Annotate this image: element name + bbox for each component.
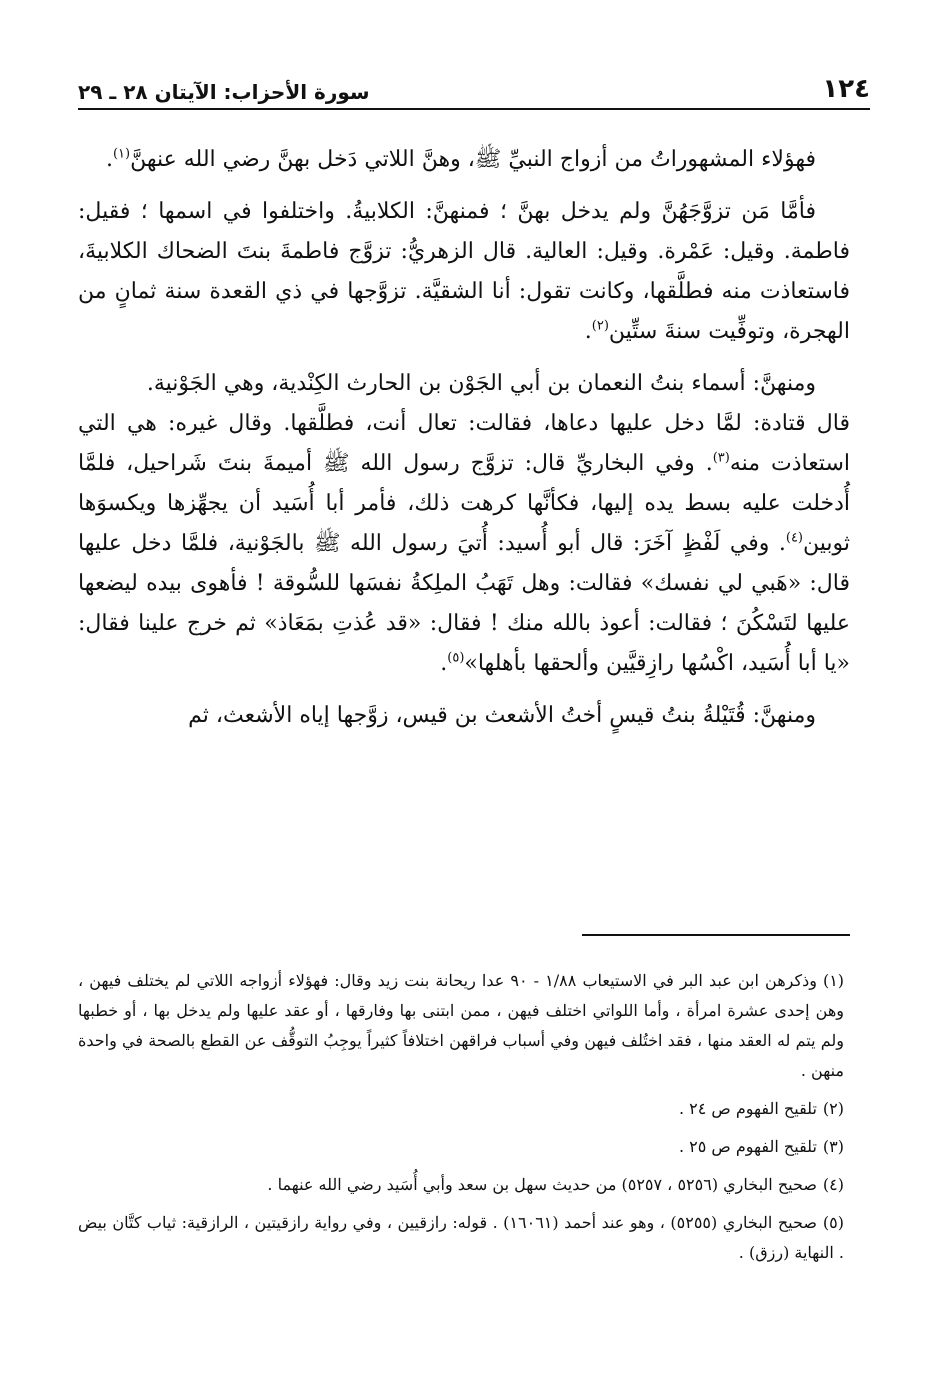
paragraph-text-cont: . وفي لَفْظٍ آخَرَ: قال أبو أُسيد: أُتيَ رسول الله ﷺ بالجَوْنية، فلمَّا دخل عليها قال: «هَبي لي نفسك» فقالت: وهل تَهَبُ الملِكةُ نفسَها للسُّوقة ! فأهوى بيده ليضعها عليها لتَسْكُنَ ؛ فقالت: أعوذ بالله منك ! فقال: «قد عُذتِ بمَعَاذ» ثم خرج علينا فقال: «يا أبا أُسَيد، اكْسُها رازِقيَّين وألحقها بأهلها» xyxy=(78,531,851,676)
paragraph-text: ومنهنَّ: قُتَيْلةُ بنتُ قيسٍ أختُ الأشعث بن قيس، زوَّجها إياه الأشعث، ثم xyxy=(188,703,816,728)
footnote-text: وذكرهن ابن عبد البر في الاستيعاب ١/٨٨ - ٩٠ عدا ريحانة بنت زيد وقال: فهؤلاء أزواجه اللاتي لم يختلف فيهن ، وهن إحدى عشرة امرأة ، وأما اللواتي اختلف فيهن ، ممن ابتنى بها وفارقها ، أو عقد عليها ولم يدخل بها ، أو خطبها ولم يتم له العقد منها ، فقد اختُلف فيهن وفي أسباب فراقهن اختلافاً كثيراً يوجِبُ التوقُّف عن القطع بالصحة في واحدة منهن . xyxy=(78,971,844,1080)
paragraph-1 xyxy=(78,140,850,180)
footnote-3 xyxy=(78,1132,844,1162)
paragraph-end: . xyxy=(440,651,448,676)
paragraph-text-cont: . وفي البخاريِّ قال: تزوَّج رسول الله ﷺ أميمةَ بنتَ شَراحيل، فلمَّا أُدخلت عليه بسط يده إليها، فكأنَّها كرهت ذلك، فأمر أبا أُسَيد أن يجهِّزها ويكسوَها ثوبين xyxy=(78,451,850,556)
footnote-number: (٥) xyxy=(822,1213,844,1232)
footnote-text: صحيح البخاري (٥٢٥٦ ، ٥٢٥٧) من حديث سهل بن سعد وأبي أُسَيد رضي الله عنهما . xyxy=(267,1175,817,1194)
footnote-ref: (٣) xyxy=(712,450,730,466)
footnote-number: (٤) xyxy=(822,1175,844,1194)
footnote-5 xyxy=(78,1208,844,1268)
footnote-ref: (٢) xyxy=(591,318,609,334)
footnote-number: (١) xyxy=(822,971,845,990)
paragraph-2 xyxy=(78,192,850,352)
footnote-text: تلقيح الفهوم ص ٢٤ . xyxy=(678,1099,817,1118)
paragraph-3 xyxy=(78,364,850,404)
running-title: سورة الأحزاب: الآيتان ٢٨ ـ ٢٩ xyxy=(78,80,370,104)
footnote-number: (٢) xyxy=(822,1099,844,1118)
footnote-ref: (٤) xyxy=(785,530,803,546)
footnote-number: (٣) xyxy=(822,1137,844,1156)
paragraph-text: ومنهنَّ: أسماء بنتُ النعمان بن أبي الجَوْن بن الحارث الكِنْدية، وهي الجَوْنية. xyxy=(146,371,816,396)
page-number: ١٢٤ xyxy=(822,74,870,104)
footnote-ref: (١) xyxy=(112,146,131,162)
footnote-4 xyxy=(78,1170,844,1200)
paragraph-6 xyxy=(78,696,850,736)
paragraph-end: . xyxy=(105,147,113,172)
footnotes xyxy=(78,966,844,1276)
main-text xyxy=(78,140,850,748)
paragraph-text: فأمَّا مَن تزوَّجَهُنَّ ولم يدخل بهنَّ ؛ فمنهنَّ: الكلابيةُ. واختلفوا في اسمها ؛ فقيل: فاطمة. وقيل: عَمْرة. وقيل: العالية. قال الزهريُّ: تزوَّج فاطمةَ بنتَ الضحاك الكلابيةَ، فاستعاذت منه فطلَّقها، وكانت تقول: أنا الشقيَّة. تزوَّجها في ذي القعدة سنة ثمانٍ من الهجرة، وتوفِّيت سنةَ ستِّين xyxy=(78,199,850,344)
paragraph-4 xyxy=(78,404,850,684)
paragraph-text: قال قتادة: لمَّا دخل عليها دعاها، فقالت: تعال أنت، فطلَّقها. وقال غيره: هي التي استعاذت منه xyxy=(78,411,850,476)
paragraph-text: فهؤلاء المشهوراتُ من أزواج النبيِّ ﷺ، وهنَّ اللاتي دَخل بهنَّ رضي الله عنهنَّ xyxy=(130,147,816,172)
footnote-1 xyxy=(78,966,844,1086)
paragraph-end: . xyxy=(584,319,592,344)
footnote-separator xyxy=(582,934,850,936)
page-header xyxy=(78,64,870,110)
footnote-text: تلقيح الفهوم ص ٢٥ . xyxy=(678,1137,817,1156)
footnote-ref: (٥) xyxy=(447,650,465,666)
footnote-text: صحيح البخاري (٥٢٥٥) ، وهو عند أحمد (١٦٠٦١) . قوله: رازقيين ، وفي رواية رازقيتين ، الرازقية: ثياب كتَّان بيض . النهاية (رزق) . xyxy=(78,1213,844,1262)
footnote-2 xyxy=(78,1094,844,1124)
